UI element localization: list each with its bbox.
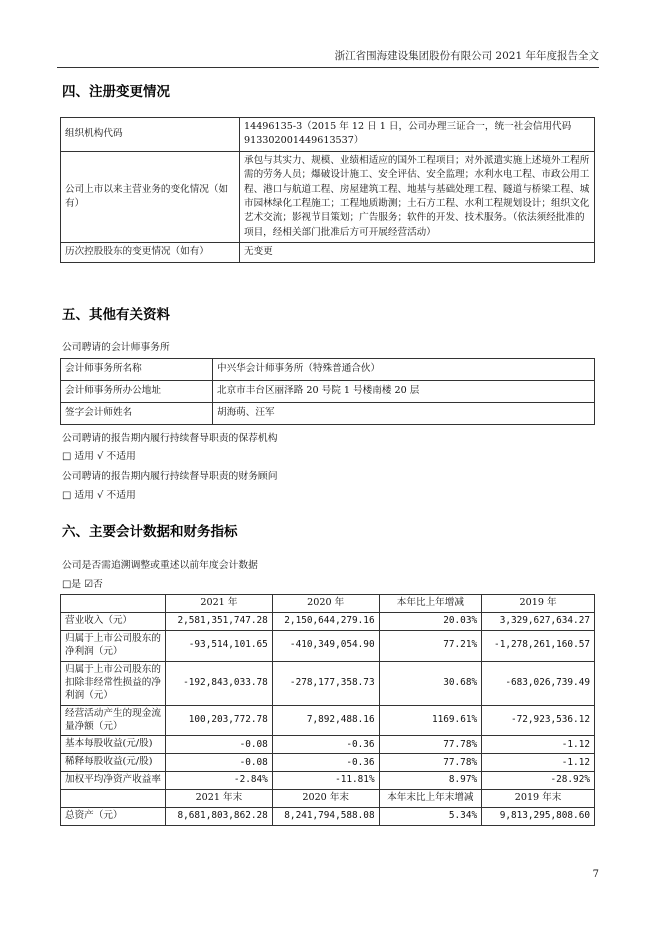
table-cell: -410,349,054.90 [272,630,379,661]
table-cell-label: 总资产（元） [61,808,166,826]
table-row [61,151,595,242]
table-cell-label: 经营活动产生的现金流量净额（元） [61,705,166,736]
table-header-cell: 2019 年 [482,595,595,613]
table-cell-value: 中兴华会计师事务所（特殊普通合伙） [213,359,595,381]
table-row [61,736,595,754]
table-cell-label: 稀释每股收益(元/股) [61,754,166,772]
table-header-cell: 2020 年 [272,595,379,613]
table-cell: -28.92% [482,772,595,790]
table-cell: 2,150,644,279.16 [272,612,379,630]
table-cell-label: 归属于上市公司股东的净利润（元） [61,630,166,661]
table-cell: -1,278,261,160.57 [482,630,595,661]
table-cell-label: 归属于上市公司股东的扣除非经常性损益的净利润（元） [61,661,166,705]
table-header-cell [61,790,166,808]
table-cell: 9,813,295,808.60 [482,808,595,826]
table-cell-value: 无变更 [240,243,595,262]
table-header-cell: 2021 年末 [166,790,273,808]
table-cell-value: 北京市丰台区丽泽路 20 号院 1 号楼南楼 20 层 [213,381,595,403]
table-row [61,381,595,403]
table-cell-label: 公司上市以来主营业务的变化情况（如有） [61,151,240,242]
section-title-other-info: 五、其他有关资料 [62,307,170,323]
table-cell: -0.08 [166,736,273,754]
table-row [61,118,595,152]
table-row [61,661,595,705]
table-cell: 8,681,803,862.28 [166,808,273,826]
table-header-cell: 2021 年 [166,595,273,613]
table-cell: 30.68% [379,661,482,705]
table-cell-label: 签字会计师姓名 [61,403,213,425]
table-header-cell [61,595,166,613]
auditor-table [60,358,595,425]
table-row [61,705,595,736]
table-cell-label: 组织机构代码 [61,118,240,152]
table-header-cell: 本年比上年增减 [379,595,482,613]
table-row [61,243,595,262]
restatement-answer: □是 ☑否 [62,579,103,590]
table-cell: 1169.61% [379,705,482,736]
table-row [61,403,595,425]
sponsor-text: 公司聘请的报告期内履行持续督导职责的保荐机构 [62,433,278,444]
table-cell: -1.12 [482,754,595,772]
table-header-cell: 2020 年末 [272,790,379,808]
sponsor-option: □ 适用 √ 不适用 [62,451,136,462]
table-cell: -0.36 [272,736,379,754]
registration-table [60,117,595,263]
section-title-registration: 四、注册变更情况 [62,84,170,100]
table-cell: 8,241,794,588.08 [272,808,379,826]
table-cell: 7,892,488.16 [272,705,379,736]
table-cell: 77.21% [379,630,482,661]
table-cell-label: 历次控股股东的变更情况（如有） [61,243,240,262]
table-cell: 77.78% [379,736,482,754]
table-header-row [61,595,595,613]
table-cell: -93,514,101.65 [166,630,273,661]
table-cell-label: 加权平均净资产收益率 [61,772,166,790]
financial-table [60,594,595,826]
table-cell-label: 会计师事务所办公地址 [61,381,213,403]
table-row [61,772,595,790]
table-cell: -11.81% [272,772,379,790]
table-cell: 100,203,772.78 [166,705,273,736]
table-cell: -1.12 [482,736,595,754]
table-cell: -278,177,358.73 [272,661,379,705]
table-cell: 77.78% [379,754,482,772]
table-header-row [61,790,595,808]
table-cell-value: 胡海萌、汪军 [213,403,595,425]
table-cell: 5.34% [379,808,482,826]
table-cell: -192,843,033.78 [166,661,273,705]
table-cell: -0.36 [272,754,379,772]
table-header-cell: 2019 年末 [482,790,595,808]
advisor-text: 公司聘请的报告期内履行持续督导职责的财务顾问 [62,471,278,482]
table-cell-label: 营业收入（元） [61,612,166,630]
table-row [61,754,595,772]
advisor-option: □ 适用 √ 不适用 [62,490,136,501]
table-cell: -683,026,739.49 [482,661,595,705]
auditor-intro: 公司聘请的会计师事务所 [62,342,170,353]
restatement-question: 公司是否需追溯调整或重述以前年度会计数据 [62,560,258,571]
table-row [61,630,595,661]
page-header: 浙江省围海建设集团股份有限公司 2021 年年度报告全文 [57,48,599,68]
table-cell-label: 会计师事务所名称 [61,359,213,381]
table-cell-label: 基本每股收益(元/股) [61,736,166,754]
table-cell: 3,329,627,634.27 [482,612,595,630]
page-number: 7 [592,869,599,880]
table-cell-value: 14496135-3（2015 年 12 日 1 日，公司办理三证合一，统一社会信用代码 913302001449613537） [240,118,595,152]
table-cell: -2.84% [166,772,273,790]
table-cell-value: 承包与其实力、规模、业绩相适应的国外工程项目；对外派遣实施上述境外工程所需的劳务人员；爆破设计施工、安全评估、安全监理；水利水电工程、市政公用工程、港口与航道工程、房屋建筑工程、地基与基础处理工程、隧道与桥梁工程、城市园林绿化工程施工；工程地质勘测；土石方工程、水利工程规划设计；组织文化艺术交流；影视节目策划；广告服务；软件的开发、技术服务。（依法须经批准的项目，经相关部门批准后方可开展经营活动） [240,151,595,242]
section-title-financial: 六、主要会计数据和财务指标 [62,524,238,540]
table-row [61,612,595,630]
table-cell: -72,923,536.12 [482,705,595,736]
table-cell: 2,581,351,747.28 [166,612,273,630]
table-cell: 20.03% [379,612,482,630]
table-header-cell: 本年末比上年末增减 [379,790,482,808]
table-cell: 8.97% [379,772,482,790]
table-cell: -0.08 [166,754,273,772]
table-row [61,359,595,381]
table-row [61,808,595,826]
